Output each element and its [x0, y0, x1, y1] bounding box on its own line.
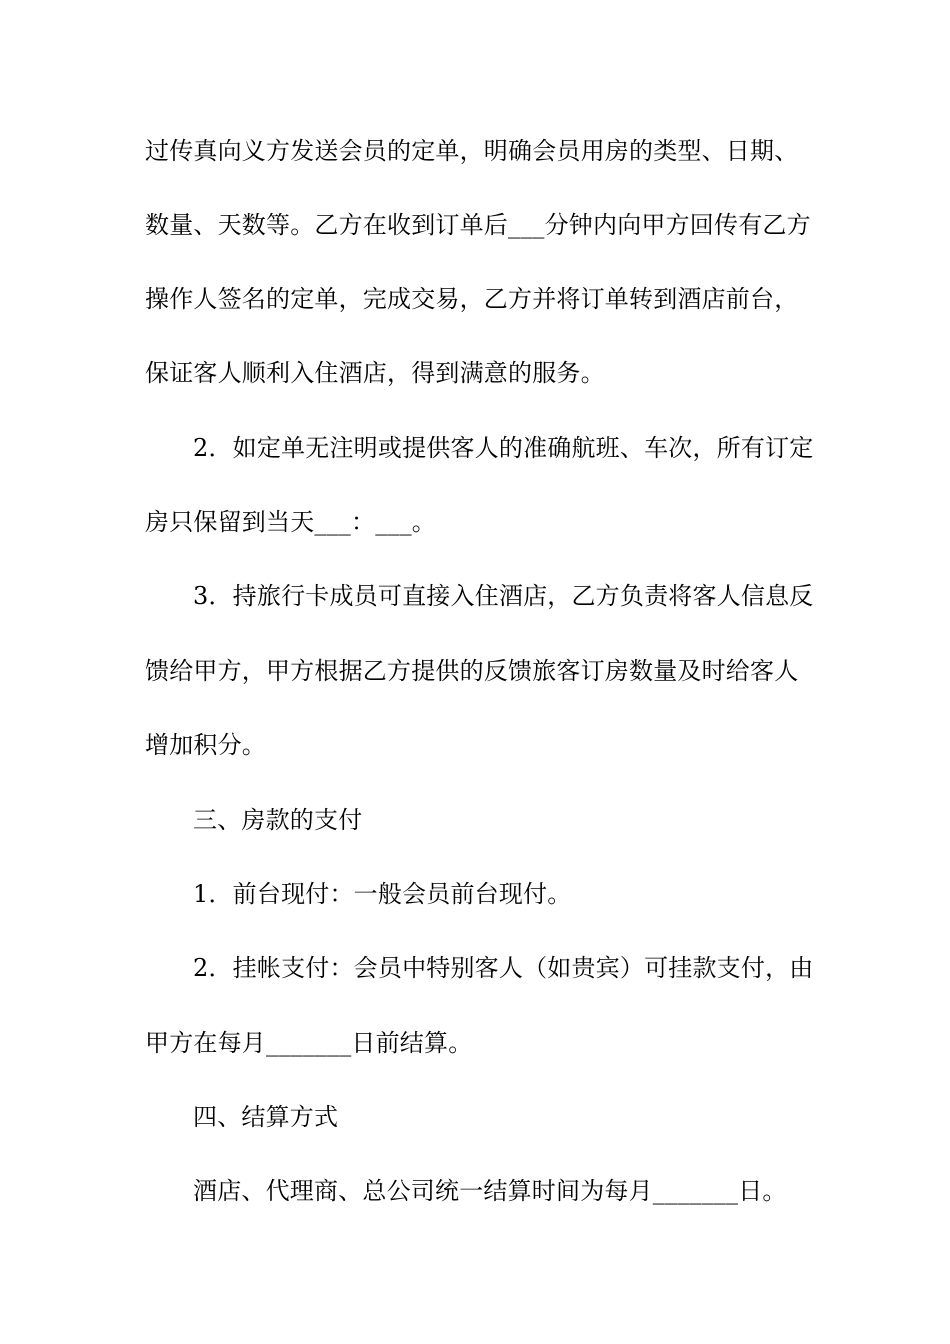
paragraph-line: 房只保留到当天___：___。	[145, 508, 436, 536]
section-heading-3: 三、房款的支付	[193, 806, 363, 834]
paragraph-line: 过传真向义方发送会员的定单，明确会员用房的类型、日期、	[145, 137, 799, 165]
paragraph-line: 增加积分。	[145, 731, 266, 759]
paragraph-line: 馈给甲方，甲方根据乙方提供的反馈旅客订房数量及时给客人	[145, 657, 799, 685]
paragraph-line: 操作人签名的定单，完成交易，乙方并将订单转到酒店前台，	[145, 285, 799, 313]
paragraph-line: 保证客人顺利入住酒店，得到满意的服务。	[145, 359, 605, 387]
list-item-2: 2．挂帐支付：会员中特别客人（如贵宾）可挂款支付，由	[193, 954, 814, 982]
section-heading-4: 四、结算方式	[193, 1103, 339, 1131]
paragraph-line: 甲方在每月_______日前结算。	[145, 1029, 473, 1057]
list-item-1: 1．前台现付：一般会员前台现付。	[193, 880, 572, 908]
list-item-2: 2．如定单无注明或提供客人的准确航班、车次，所有订定	[193, 434, 814, 462]
list-item-3: 3．持旅行卡成员可直接入住酒店，乙方负责将客人信息反	[193, 582, 814, 610]
paragraph-line: 数量、天数等。乙方在收到订单后___分钟内向甲方回传有乙方	[145, 211, 811, 239]
paragraph-line: 酒店、代理商、总公司统一结算时间为每月_______日。	[193, 1177, 787, 1205]
